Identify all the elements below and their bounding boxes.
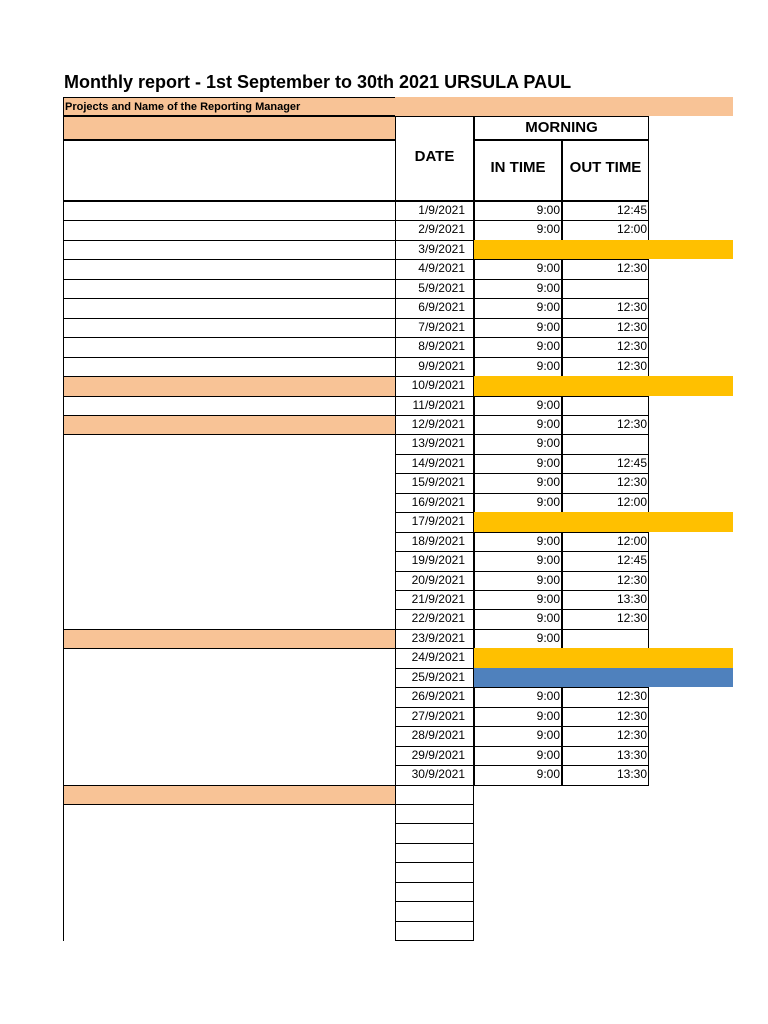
in-time-cell: 9:00 (474, 765, 562, 786)
date-cell: 4/9/2021 (395, 259, 474, 280)
date-cell (395, 785, 474, 805)
row-left-border (63, 901, 64, 922)
date-cell: 2/9/2021 (395, 220, 474, 241)
date-cell: 27/9/2021 (395, 707, 474, 727)
in-time-cell: 9:00 (474, 571, 562, 591)
project-cell (63, 259, 395, 280)
project-cell (63, 376, 395, 397)
project-cell (63, 318, 395, 338)
in-time-cell: 9:00 (474, 454, 562, 474)
row-left-border (63, 454, 64, 474)
row-left-border (63, 823, 64, 844)
date-cell: 11/9/2021 (395, 396, 474, 416)
in-time-cell: 9:00 (474, 493, 562, 513)
row-left-border (63, 571, 64, 591)
row-left-border (63, 804, 64, 824)
holiday-band (474, 648, 733, 668)
date-header: DATE (395, 116, 474, 201)
project-cell (63, 415, 395, 435)
out-time-cell: 12:30 (562, 337, 649, 358)
in-time-cell: 9:00 (474, 434, 562, 455)
row-left-border (63, 687, 64, 708)
date-cell: 16/9/2021 (395, 493, 474, 513)
in-time-cell: 9:00 (474, 687, 562, 708)
out-time-cell: 12:30 (562, 259, 649, 280)
in-time-cell: 9:00 (474, 746, 562, 766)
date-cell (395, 921, 474, 941)
projects-header: Projects and Name of the Reporting Manager (63, 97, 395, 116)
date-cell: 6/9/2021 (395, 298, 474, 319)
out-time-cell: 12:00 (562, 493, 649, 513)
out-time-cell: 12:30 (562, 473, 649, 494)
date-cell (395, 862, 474, 883)
row-left-border (63, 551, 64, 572)
row-left-border (63, 590, 64, 610)
date-cell: 20/9/2021 (395, 571, 474, 591)
in-time-cell: 9:00 (474, 551, 562, 572)
out-time-cell: 12:30 (562, 726, 649, 747)
out-time-cell: 13:30 (562, 746, 649, 766)
date-cell: 5/9/2021 (395, 279, 474, 299)
row-left-border (63, 726, 64, 747)
date-cell: 30/9/2021 (395, 765, 474, 786)
date-cell: 29/9/2021 (395, 746, 474, 766)
holiday-band (474, 376, 733, 396)
date-cell (395, 843, 474, 863)
date-cell (395, 804, 474, 824)
report-title: Monthly report - 1st September to 30th 2021 URSULA PAUL (64, 72, 572, 92)
project-cell (63, 785, 395, 805)
out-time-cell (562, 396, 649, 416)
out-time-cell: 12:45 (562, 201, 649, 221)
in-time-cell: 9:00 (474, 337, 562, 358)
out-time-cell: 12:00 (562, 532, 649, 552)
date-cell: 24/9/2021 (395, 648, 474, 669)
row-left-border (63, 512, 64, 533)
row-left-border (63, 843, 64, 863)
date-cell: 21/9/2021 (395, 590, 474, 610)
projects-blank-cell (63, 140, 395, 201)
date-cell: 15/9/2021 (395, 473, 474, 494)
out-time-cell: 12:30 (562, 687, 649, 708)
date-cell: 23/9/2021 (395, 629, 474, 649)
projects-subheader-cell (63, 116, 395, 140)
in-time-cell: 9:00 (474, 279, 562, 299)
date-cell: 17/9/2021 (395, 512, 474, 533)
project-cell (63, 357, 395, 377)
date-cell: 9/9/2021 (395, 357, 474, 377)
holiday-band (474, 512, 733, 532)
project-cell (63, 201, 395, 221)
in-time-cell: 9:00 (474, 201, 562, 221)
date-cell: 7/9/2021 (395, 318, 474, 338)
out-time-cell: 12:00 (562, 220, 649, 241)
out-time-cell (562, 629, 649, 649)
weekend-band (474, 668, 733, 687)
row-left-border (63, 882, 64, 902)
in-time-cell: 9:00 (474, 473, 562, 494)
date-cell: 25/9/2021 (395, 668, 474, 688)
date-cell: 10/9/2021 (395, 376, 474, 397)
row-left-border (63, 862, 64, 883)
holiday-band (474, 240, 733, 259)
row-left-border (63, 648, 64, 669)
in-time-cell: 9:00 (474, 590, 562, 610)
out-time-cell: 12:30 (562, 707, 649, 727)
row-left-border (63, 609, 64, 630)
morning-header: MORNING (474, 116, 649, 140)
in-time-cell: 9:00 (474, 357, 562, 377)
out-time-cell: 12:30 (562, 298, 649, 319)
out-time-cell: 12:30 (562, 571, 649, 591)
out-time-cell: 13:30 (562, 590, 649, 610)
project-cell (63, 240, 395, 260)
project-cell (63, 337, 395, 358)
in-time-cell: 9:00 (474, 532, 562, 552)
row-left-border (63, 707, 64, 727)
row-left-border (63, 473, 64, 494)
in-time-cell: 9:00 (474, 259, 562, 280)
date-cell: 8/9/2021 (395, 337, 474, 358)
in-time-cell: 9:00 (474, 629, 562, 649)
project-cell (63, 279, 395, 299)
in-time-header: IN TIME (474, 140, 562, 201)
out-time-cell: 12:45 (562, 454, 649, 474)
in-time-cell: 9:00 (474, 220, 562, 241)
out-time-cell: 12:45 (562, 551, 649, 572)
project-cell (63, 220, 395, 241)
row-left-border (63, 668, 64, 688)
out-time-cell (562, 434, 649, 455)
date-cell: 22/9/2021 (395, 609, 474, 630)
date-cell: 12/9/2021 (395, 415, 474, 435)
row-left-border (63, 765, 64, 786)
row-left-border (63, 746, 64, 766)
row-left-border (63, 532, 64, 552)
date-cell: 3/9/2021 (395, 240, 474, 260)
project-cell (63, 298, 395, 319)
out-time-header: OUT TIME (562, 140, 649, 201)
out-time-cell: 12:30 (562, 609, 649, 630)
date-cell: 18/9/2021 (395, 532, 474, 552)
header-band (395, 97, 733, 116)
in-time-cell: 9:00 (474, 707, 562, 727)
project-cell (63, 396, 395, 416)
row-left-border (63, 493, 64, 513)
in-time-cell: 9:00 (474, 609, 562, 630)
date-cell: 14/9/2021 (395, 454, 474, 474)
date-cell: 28/9/2021 (395, 726, 474, 747)
date-cell: 1/9/2021 (395, 201, 474, 221)
in-time-cell: 9:00 (474, 318, 562, 338)
out-time-cell: 13:30 (562, 765, 649, 786)
date-cell (395, 823, 474, 844)
date-cell (395, 901, 474, 922)
date-cell: 13/9/2021 (395, 434, 474, 455)
in-time-cell: 9:00 (474, 298, 562, 319)
date-cell: 19/9/2021 (395, 551, 474, 572)
row-left-border (63, 921, 64, 941)
out-time-cell (562, 279, 649, 299)
date-cell (395, 882, 474, 902)
date-cell: 26/9/2021 (395, 687, 474, 708)
project-cell (63, 629, 395, 649)
in-time-cell: 9:00 (474, 726, 562, 747)
out-time-cell: 12:30 (562, 415, 649, 435)
in-time-cell: 9:00 (474, 415, 562, 435)
out-time-cell: 12:30 (562, 357, 649, 377)
in-time-cell: 9:00 (474, 396, 562, 416)
out-time-cell: 12:30 (562, 318, 649, 338)
row-left-border (63, 434, 64, 455)
